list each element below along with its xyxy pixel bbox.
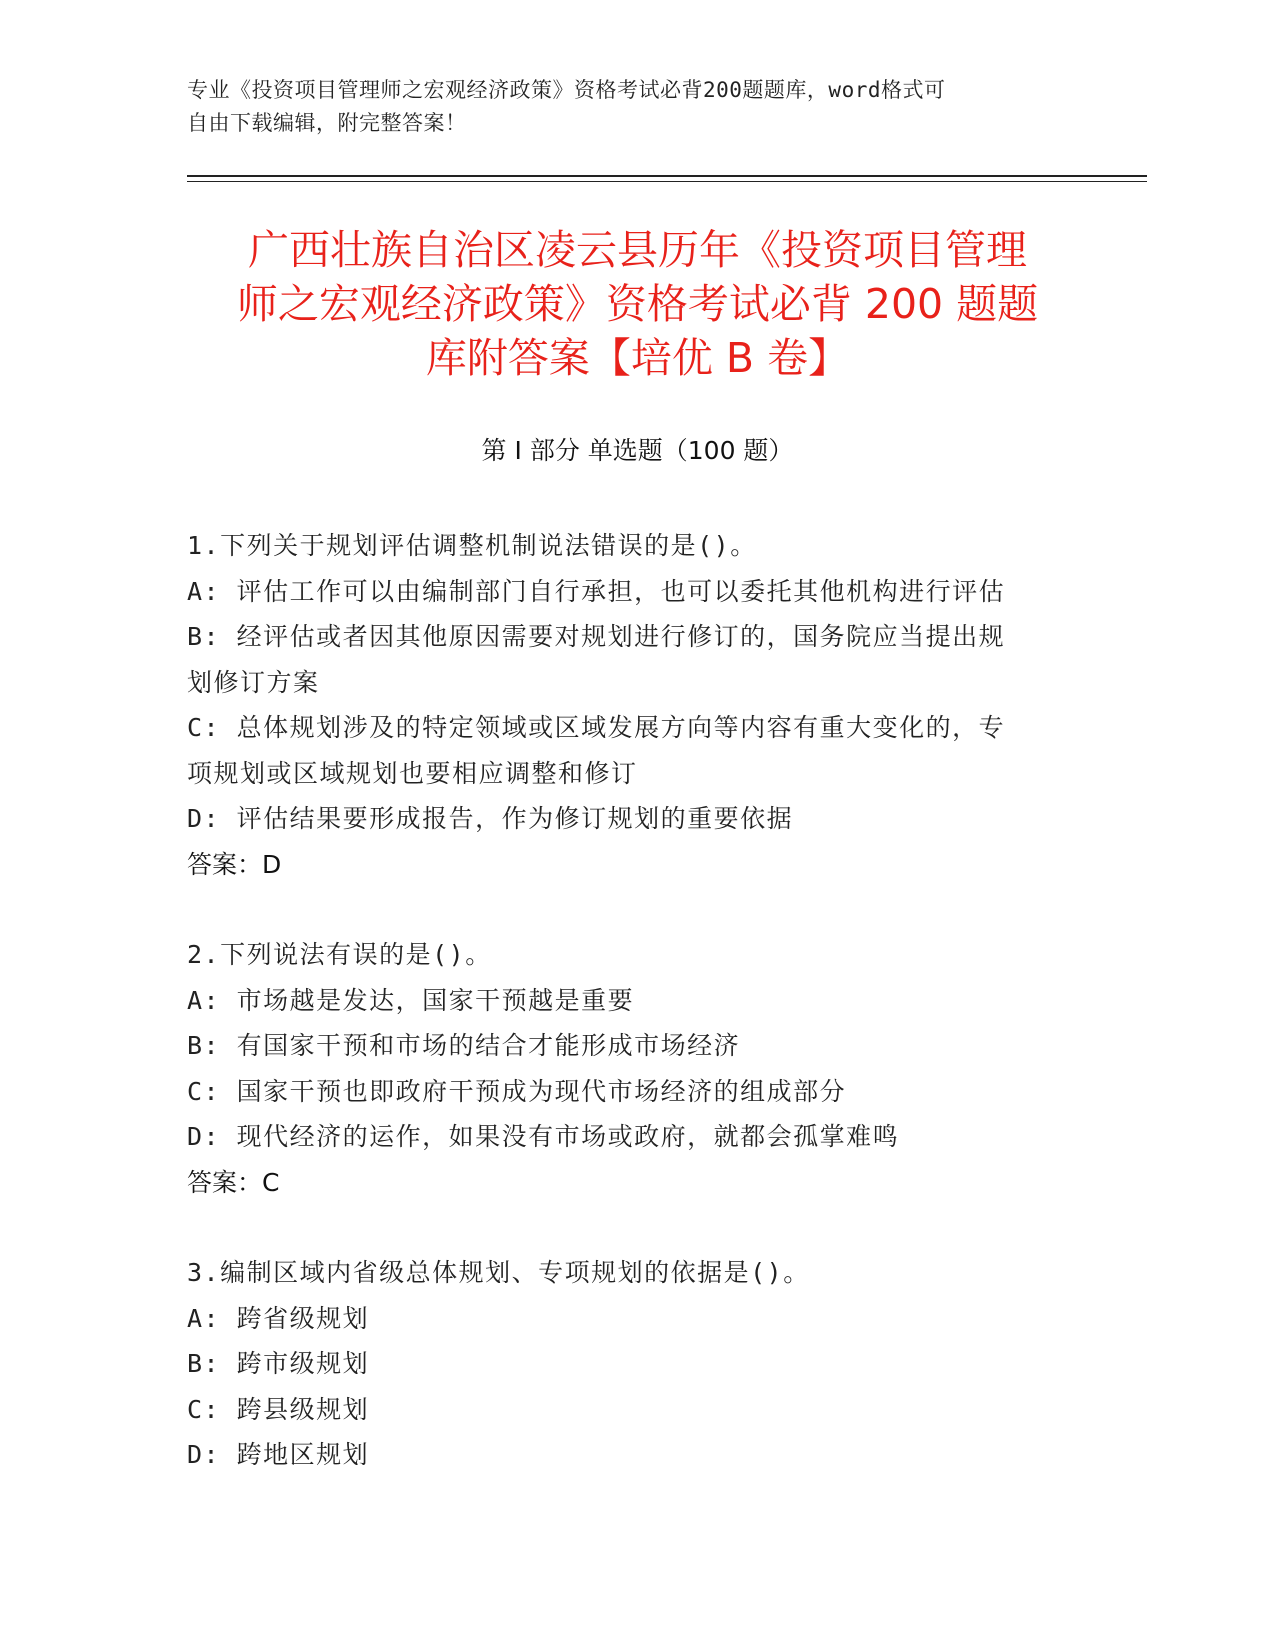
- question-2: [187, 932, 1087, 1205]
- question-2-stem: 2.下列说法有误的是()。: [187, 940, 492, 969]
- question-1-option-a: A: 评估工作可以由编制部门自行承担，也可以委托其他机构进行评估: [187, 576, 1006, 606]
- question-2-answer: 答案：C: [187, 1167, 280, 1197]
- header-rule-thin: [187, 181, 1147, 182]
- section-title: 第 I 部分 单选题（100 题）: [481, 436, 794, 465]
- title-line-2: 师之宏观经济政策》资格考试必背 200 题题: [236, 280, 1039, 328]
- question-1-option-b-cont: 划修订方案: [187, 667, 320, 697]
- question-2-option-c: C: 国家干预也即政府干预成为现代市场经济的组成部分: [187, 1076, 847, 1106]
- question-1-option-d: D: 评估结果要形成报告，作为修订规划的重要依据: [187, 804, 794, 833]
- header-note-line-2: 自由下载编辑，附完整答案！: [187, 111, 467, 135]
- header-rule-thick: [187, 175, 1147, 177]
- question-3-option-d: D: 跨地区规划: [187, 1440, 370, 1469]
- header-note: [187, 74, 1087, 140]
- question-2-option-b: B: 有国家干预和市场的结合才能形成市场经济: [187, 1031, 741, 1060]
- title-line-1: 广西壮族自治区凌云县历年《投资项目管理: [248, 226, 1027, 274]
- question-list: [187, 523, 1087, 1523]
- question-1: [187, 523, 1087, 887]
- question-1-answer: 答案：D: [187, 849, 282, 879]
- document-title: [150, 223, 1125, 385]
- question-1-option-b: B: 经评估或者因其他原因需要对规划进行修订的，国务院应当提出规: [187, 622, 1006, 651]
- question-1-option-c-cont: 项规划或区域规划也要相应调整和修订: [187, 758, 638, 788]
- question-3-option-c: C: 跨县级规划: [187, 1394, 370, 1424]
- question-3-option-a: A: 跨省级规划: [187, 1303, 370, 1333]
- header-note-line-1: 专业《投资项目管理师之宏观经济政策》资格考试必背200题题库，word格式可: [187, 78, 946, 102]
- question-3-stem: 3.编制区域内省级总体规划、专项规划的依据是()。: [187, 1258, 810, 1287]
- question-3: [187, 1250, 1087, 1478]
- question-3-option-b: B: 跨市级规划: [187, 1349, 370, 1378]
- title-line-3: 库附答案【培优 B 卷】: [425, 334, 850, 382]
- question-2-option-d: D: 现代经济的运作，如果没有市场或政府，就都会孤掌难鸣: [187, 1122, 900, 1151]
- question-1-stem: 1.下列关于规划评估调整机制说法错误的是()。: [187, 531, 757, 560]
- question-2-option-a: A: 市场越是发达，国家干预越是重要: [187, 985, 635, 1015]
- question-1-option-c: C: 总体规划涉及的特定领域或区域发展方向等内容有重大变化的，专: [187, 713, 1006, 742]
